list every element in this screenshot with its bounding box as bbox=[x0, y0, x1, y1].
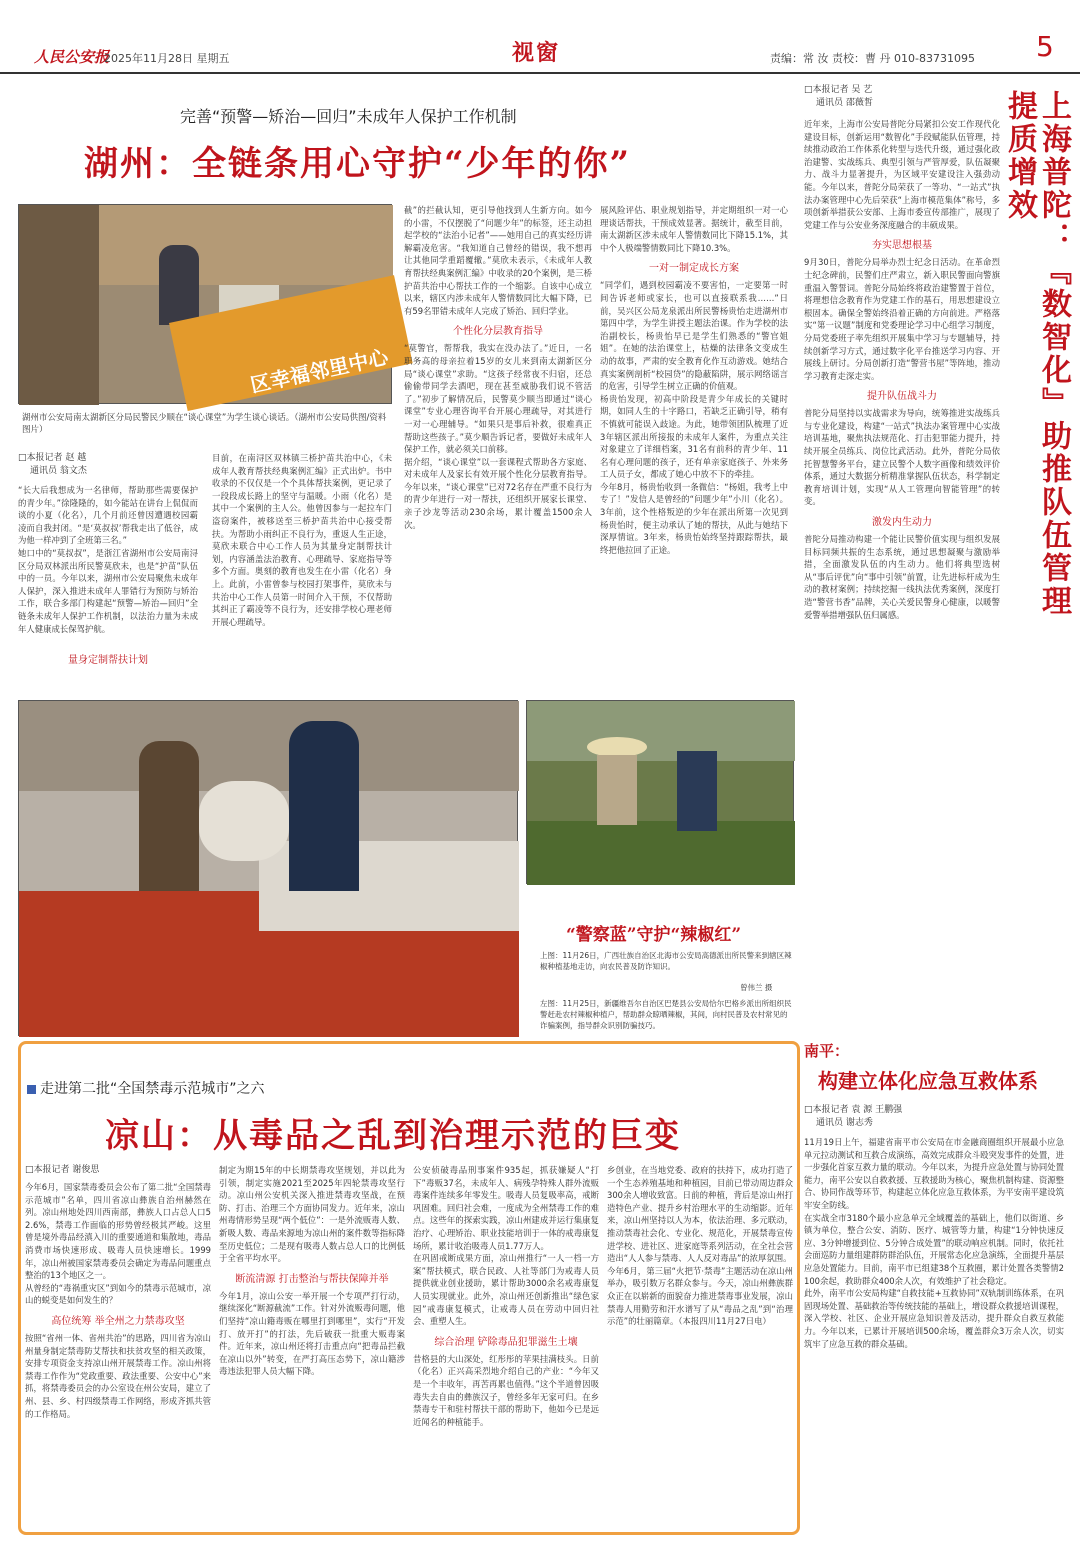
liangshan-col-2 bbox=[219, 1164, 405, 1530]
huzhou-subhead-1: 量身定制帮扶计划 bbox=[68, 655, 148, 666]
page-header bbox=[0, 0, 1080, 74]
huzhou-para-7: 展风险评估、职业规划指导，并定期组织一对一心理谈话帮扶，干预成效显著。据统计，截至目前，南太湖新区涉未成年人警情数同比下降15.1%，其中个人极端警情数同比下降10.3%。 bbox=[600, 205, 788, 253]
nanping-kicker: 南平： bbox=[804, 1042, 850, 1060]
huzhou-para-1: “长大后我想成为一名律师，帮助那些需要保护的青少年。”徐隆隆的，如今能站在讲台上侃侃而谈的小夏（化名），几个月前还曾因遭遇校园霸凌而自我封闭。“是‘莫叔叔’帮我走出了低谷，成为他一样冲到了全班第三名。” bbox=[18, 485, 198, 546]
huzhou-subhead-2: 个性化分层教育指导 bbox=[453, 326, 543, 338]
liangshan-col-3 bbox=[413, 1164, 599, 1530]
photo-sign-text: 区幸福邻里中心 bbox=[248, 344, 391, 398]
newspaper-logo: 人民公安报 bbox=[34, 48, 110, 66]
liangshan-subhead-1: 高位统筹 举全州之力禁毒攻坚 bbox=[51, 1315, 185, 1327]
shanghai-para-4: 普陀分局推动构建一个能让民警价值实现与组织发展目标同频共振的生态系统，通过思想凝聚与激励举措，全面激发队伍的内生动力。他们将典型选树从“事后评优”向“事中引领”前置，让先进标杆成为生动的教材案例；持续挖掘一线执法优秀案例，深度打造“警营书香”品牌，关心关爱民警身心健康，以暖警爱警举措增强队伍归属感。 bbox=[804, 534, 1000, 620]
huzhou-para-3: 目前，在南浔区双林镇三桥护苗共治中心，《未成年人教育帮扶经典案例汇编》正式出炉。书中收录的不仅仅是一个个具体帮扶案例，更记录了一段段成长路上的坚守与温暖。小雨（化名）是其中一个案例的主人公。他曾因参与一起拉车门盗窃案件，被移送至三桥护苗共治中心接受帮扶。为帮助小雨纠正不良行为，重返人生正途，莫欣未联合中心工作人员为其量身定制帮扶计划，内容涵盖法治教育、心理疏导、家庭指导等多个方面。奥刻的教育也发生在小雷（化名）身上。此前，小雷曾参与校园打架事件，莫欣未与共治中心工作人员第一时间介入干预，不仅帮助其纠正了霸凌等不良行为，还安排学校心理老师开展心理疏导。 bbox=[212, 453, 392, 627]
liangshan-para-7: 在巩固戒断成果方面，凉山州推行“一人一档一方案”帮扶模式，联合民政、人社等部门为戒毒人员提供就业创业援助，累计帮助3000余名戒毒康复人员实现就业。此外，凉山州还创新推出“绿色家园”戒毒康复模式，让戒毒人员在劳动中回归社会、重塑人生。 bbox=[413, 1253, 599, 1327]
liangshan-kicker bbox=[27, 1078, 265, 1098]
huzhou-col-4 bbox=[600, 204, 788, 702]
nanping-byline-reporter: □本报记者 袁 源 王鹏强 bbox=[804, 1105, 903, 1115]
huzhou-para-8: “同学们，遇到校园霸凌不要害怕，一定要第一时间告诉老师或家长，也可以直接联系我……”日前，吴兴区公局龙泉派出所民警杨贵怡走进湖州市第四中学，为学生讲授主题法治课。作为学校的法治副校长，杨贵怡早已是学生们熟悉的“警官姐姐”。在她的法治课堂上，枯燥的法律条文变成生动的故事，严肃的安全教育化作互动游戏。她结合真实案例剖析“校园贷”的隐蔽陷阱，展示网络谣言的危害，引导学生树立正确的价值观。 bbox=[600, 280, 788, 392]
shanghai-byline-reporter: □本报记者 吴 艺 bbox=[804, 85, 873, 95]
nanping-para-2: 在实战全市3180个最小应急单元全域覆盖的基础上，他们以街道、乡镇为单位，整合公安、消防、医疗、城管等力量，构建“1分钟快速反应、3分钟增援到位、5分钟合成处置”的联动响应机制。同时，依托社会面巡防力量组建群防群治队伍，开展常态化应急演练，全面提升基层应急处置能力。目前，南平市已组建38个互救圈，累计处置各类警情2100余起，救助群众400余人次，有效维护了社会稳定。 bbox=[804, 1212, 1064, 1286]
shanghai-subhead-2: 提升队伍战斗力 bbox=[867, 391, 937, 403]
huzhou-para-10: 今年8月，杨贵怡收到一条微信：“杨姐，我考上中专了！”发信人是曾经的“问题少年”小川（化名）。3年前，这个性格叛逆的少年在派出所第一次见到杨贵怡时，便主动承认了她的帮扶，从此与她结下深厚情谊。3年来，杨贵怡始终坚持跟踪帮扶，最终把他拉回了正途。 bbox=[600, 481, 788, 555]
liangshan-byline: □本报记者 谢俊思 bbox=[25, 1165, 100, 1175]
huzhou-para-6: 据介绍，“谈心课堂”以一套课程式帮助各方家庭、对未成年人及家长有效开展个性化分层教育指导。今年以来，“谈心课堂”已对72名存在严重不良行为的青少年进行一对一帮扶，还组织开展家长课堂、亲子沙龙等活动230余场，累计覆盖1500余人次。 bbox=[404, 456, 592, 530]
nanping-para-1: 11月19日上午，福建省南平市公安局在市金融商圈组织开展最小应急单元拉动测试和互救合成演练，高效完成群众斗殴突发事件的处置，进一步强化首家互救力量的联动。今年以来，为提升应急处置与协同处置能力，南平公安以自救救援、互救援助为核心，聚焦机制构建、资源整合、协同作战等环节，构建起立体化应急互救体系，为平安南平建设筑牢安全防线。 bbox=[804, 1137, 1064, 1210]
issue-date: 2025年11月28日 星期五 bbox=[104, 52, 230, 65]
liangshan-para-3: 按照“省州一体、省州共治”的思路，四川省为凉山州量身制定禁毒防艾帮扶和扶贫攻坚的相关政策，安排专项资金支持凉山州开展禁毒工作。凉山州将禁毒工作作为“党政重要、政法重要、公安中心”来抓，将禁毒委员会的办公室设在州公安局，建立了州、县、乡、村四级禁毒工作网络，形成齐抓共管的工作格局。 bbox=[25, 1332, 211, 1419]
huzhou-para-5: “莫警官，帮帮我，我实在没办法了。”近日，一名职务高的母亲拉着15岁的女儿来到南太湖新区分局“谈心课堂”求助。“这孩子经常夜不归宿，还总偷偷带同学去酒吧，现在甚至威胁我们说不管活了。”初步了解情况后，民警莫少顺当即通过“谈心课堂”专业心理咨询平台开展心理疏导，对其进行一对一心理辅导。“如果只是事后补救，很难真正帮助这些孩子。”莫少顺告诉记者，要做好未成年人保护工作，就必须关口前移。 bbox=[404, 343, 592, 455]
liangshan-title: 凉山：从毒品之乱到治理示范的巨变 bbox=[105, 1116, 681, 1156]
huzhou-para-4: 截”的拦截认知，更引导他找到人生新方向。如今的小雷，不仅摆脱了“问题少年”的标签，还主动担起学校的“法治小记者”——她用自己的真实经历讲解霸凌危害。“我知道自己曾经的错误，我不想再让其他同学重蹈覆辙。”莫欣未表示，《未成年人教育帮扶经典案例汇编》中收录的20个案例，是三桥护苗共治中心帮扶工作的一个缩影。自该中心成立以来，辖区内涉未成年人警情数同比大幅下降，已有59名罪错未成年人完成了矫治、回归学业。 bbox=[404, 205, 592, 316]
chili-caption-left: 左图：11月25日，新疆维吾尔自治区巴楚县公安局恰尔巴格乡派出所组织民警赶赴农村辣椒种植户，帮助群众晾晒辣椒，其间，向村民普及农村常见的诈骗案例，指导群众识别防骗技巧。 bbox=[540, 999, 792, 1030]
shanghai-para-1: 近年来，上海市公安局普陀分局紧扣公安工作现代化建设目标，创新运用“数智化”手段赋能队伍管理，持续推动政治工作体系化转型与迭代升级，通过强化政治建警、实战练兵、典型引领与严管厚爱，队伍凝聚力、战斗力显著提升，为区域平安建设注入强劲动能。今年以来，普陀分局荣获了一等功、“一站式”执法办案管理中心先后荣获“上海市模范集体”称号，多项创新举措获公安部、上海市委宣传部推广，展现了党建工作与公安业务深度融合的丰硕成果。 bbox=[804, 119, 1000, 230]
liangshan-subhead-3: 综合治理 铲除毒品犯罪滋生土壤 bbox=[434, 1336, 578, 1348]
nanping-title: 构建立体化应急互救体系 bbox=[818, 1069, 1038, 1093]
chili-photo-left bbox=[18, 700, 518, 1036]
huzhou-kicker: 完善“预警—矫治—回归”未成年人保护工作机制 bbox=[180, 107, 517, 126]
huzhou-para-9: 杨贵怡发现，初高中阶段是青少年成长的关键时期，如同人生的十字路口，若缺乏正确引导，稍有不慎就可能误入歧途。为此，她带领团队梳理了近3年辖区派出所接报的未成年人案件，为重点关注对象建立了详细档案，31名有前科的青少年、11名有心理问题的孩子，还有单亲家庭孩子、外来务工人员子女，都成了她心中放不下的牵挂。 bbox=[600, 393, 788, 480]
liangshan-para-2: 从曾经的“毒祸重灾区”到如今的禁毒示范城市，凉山的蜕变是如何发生的？ bbox=[25, 1282, 211, 1306]
shanghai-subhead-3: 激发内生动力 bbox=[872, 517, 932, 529]
huzhou-photo-caption: 湖州市公安局南太湖新区分局民警民少顺在“谈心课堂”为学生谈心谈话。（湖州市公安局供图/资料图片） bbox=[22, 413, 387, 435]
section-name: 视窗 bbox=[512, 40, 561, 66]
shanghai-para-3: 普陀分局坚持以实战需求为导向，统筹推进实战练兵与专业化建设，构建“一站式”执法办案管理中心实战培训基地，聚焦执法规范化、打击犯罪能力提升，持续开展全员练兵、岗位比武活动。此外，普陀分局依托智慧警务平台，建立民警个人数字画像和绩效评价体系，通过大数据分析精准掌握队伍状态，科学制定教育培训计划，实现“从人工管理向智能管理”的转变。 bbox=[804, 408, 1000, 507]
liangshan-para-6: 公安侦破毒品刑事案件935起，抓获嫌疑人“打下”毒贩37名，未成年人、病残孕特殊人群外流贩毒案件连续多年零发生。吸毒人员复吸率高，戒断巩固难。回归社会难，一度成为全州禁毒工作的难点。这些年的探索实践，凉山州建成并运行集康复治疗、心理矫治、职业技能培训于一体的戒毒康复场所，累计收治吸毒人员1.77万人。 bbox=[413, 1165, 599, 1251]
liangshan-col-4 bbox=[607, 1164, 793, 1530]
huzhou-para-2: 她口中的“莫叔叔”，是浙江省湖州市公安局南浔区分局双林派出所民警莫欣未，也是“护苗”队伍中的一员。今年以来，湖州市公安局聚焦未成年人保护，深入推进未成年人罪错行为预防与矫治工作，联合多部门构建起“预警—矫治—回归”全链条未成年人保护工作机制，以法治力量为未成年人健康成长保驾护航。 bbox=[18, 547, 198, 634]
huzhou-byline-correspondent: 通讯员 翁文杰 bbox=[30, 466, 87, 476]
huzhou-title: 湖州：全链条用心守护“少年的你” bbox=[84, 144, 632, 184]
liangshan-para-1: 今年6月，国家禁毒委员会公布了第二批“全国禁毒示范城市”名单，四川省凉山彝族自治州赫然在列。凉山州地处四川西南部，彝族人口占总人口52.6%，禁毒工作面临的形势曾经极其严峻。这里曾是境外毒品经滇入川的重要通道和集散地，毒品消费市场快速形成、吸毒人员快速增长。1999年，凉山州被国家禁毒委员会确定为毒品问题重点整治的13个地区之一。 bbox=[25, 1182, 211, 1281]
huzhou-col-1b bbox=[18, 646, 198, 702]
liangshan-col-1 bbox=[25, 1164, 211, 1530]
huzhou-photo bbox=[18, 204, 392, 404]
liangshan-para-4: 制定为期15年的中长期禁毒攻坚规划，并以此为引领，制定实施2021至2025年四轮禁毒攻坚行动。凉山州公安机关深入推进禁毒攻坚战，在预防、打击、治理三个方面协同发力。近年来，凉山州毒情形势呈现“两个低位”：一是外流贩毒人数、新吸人数、毒品来源地为凉山州的案件数等指标降至历史低位；二是现有吸毒人数占总人口的比例低于全省平均水平。 bbox=[219, 1165, 405, 1264]
chili-feature-title: “警察蓝”守护“辣椒红” bbox=[566, 925, 742, 945]
nanping-para-3: 此外，南平市公安局构建“自救技能+互救协同”双轨制训练体系，在巩固现场处置、基础救治等传统技能的基础上，增设群众救援培训课程，深入学校、社区、企业开展应急知识普及活动，提升群众自救互救能力。今年以来，已累计开展培训500余场，覆盖群众3万余人次，切实筑牢了应急互救的群众基础。 bbox=[804, 1288, 1064, 1349]
huzhou-col-3 bbox=[404, 204, 592, 702]
shanghai-para-2: 9月30日，普陀分局举办烈士纪念日活动。在革命烈士纪念碑前，民警们庄严肃立，新入职民警面向警旗重温入警誓词。普陀分局始终将政治建警置于首位，将理想信念教育作为党建工作的基石，用思想建设立根固本。确保全警始终沿着正确的方向前进。严格落实“第一议题”制度和党委理论学习中心组学习制度，分局党委班子率先组织开展集中学习与专题辅导，持续创新学习方式，通过数字化平台推送学习内容、开展线上研讨。分局创新打造“警营书屋”等阵地，推动学习教育走深走实。 bbox=[804, 257, 1000, 381]
chili-photo-credit: 曾伟兰 摄 bbox=[740, 983, 773, 992]
liangshan-para-9: 乡创业，在当地党委、政府的扶持下，成功打造了一个生态养殖基地和种植园，目前已带动周边群众300余人增收致富。日前的种植，背后是凉山州打造特色产业、提升乡村治理水平的生动缩影。近年来，凉山州坚持以人为本，依法治理、多元联动，推动禁毒社会化、专业化、规范化，开展禁毒宣传进学校、进社区、进家庭等系列活动，在全社会营造出“人人参与禁毒、人人反对毒品”的浓厚氛围。 bbox=[607, 1165, 793, 1264]
liangshan-para-8: 昔格县的大山深处，红彤彤的苹果挂满枝头。日前（化名）正兴高采烈地介绍自己的产业：“今年又是一个丰收年，再苦再累也值得。”这个半道曾因吸毒失去自由的彝族汉子，曾经多年无家可归。在乡禁毒专干和驻村帮扶干部的帮助下，他如今已是远近闻名的种植能手。 bbox=[413, 1353, 599, 1427]
nanping-byline-correspondent: 通讯员 谢志秀 bbox=[816, 1118, 873, 1128]
shanghai-body bbox=[804, 118, 1000, 1036]
shanghai-title: 上海普陀：『数智化』助推队伍管理提质增效 bbox=[1002, 90, 1071, 618]
shanghai-subhead-1: 夯实思想根基 bbox=[872, 240, 932, 252]
huzhou-subhead-3: 一对一制定成长方案 bbox=[649, 263, 739, 275]
page-number: 5 bbox=[1036, 30, 1054, 63]
nanping-article bbox=[804, 1040, 1064, 1540]
liangshan-para-5: 今年1月，凉山公安一举开展一个专项严打行动，继续深化“断源截流”工作。针对外流贩毒问题，他们坚持“凉山籍毒贩在哪里打到哪里”，实行“开发打、放开打”的打法，先后破获一批重大贩毒案件。近年来，凉山州还将打击重点向“把毒品拦截在凉山以外”转变，在严打高压态势下，凉山籍涉毒违法犯罪人员大幅下降。 bbox=[219, 1290, 405, 1377]
huzhou-byline-reporter: □本报记者 赵 越 bbox=[18, 453, 87, 463]
liangshan-subhead-2: 断流清源 打击整治与帮扶保障并举 bbox=[235, 1273, 389, 1285]
square-bullet-icon bbox=[27, 1085, 36, 1094]
chili-photo-right bbox=[526, 700, 794, 884]
liangshan-para-10: 今年6月，第三届“火把节·禁毒”主题活动在凉山州举办，吸引数万名群众参与。今天，凉山州彝族群众正在以崭新的面貌奋力推进禁毒事业发展，凉山禁毒人用勤劳和汗水谱写了从“毒品之乱”到“治理示范”的壮丽篇章。（本报四川11月27日电） bbox=[607, 1265, 793, 1327]
chili-caption-top: 上图：11月26日，广西壮族自治区北海市公安局高德派出所民警来到辖区辣椒种植基地走访，向农民普及防诈知识。 bbox=[540, 951, 792, 971]
editors-line: 责编：常 汝 责校：曹 丹 010-83731095 bbox=[770, 52, 975, 65]
shanghai-byline-correspondent: 通讯员 邵薇皙 bbox=[816, 98, 873, 108]
liangshan-article-box bbox=[18, 1041, 800, 1535]
liangshan-kicker-text: 走进第二批“全国禁毒示范城市”之六 bbox=[40, 1081, 265, 1097]
